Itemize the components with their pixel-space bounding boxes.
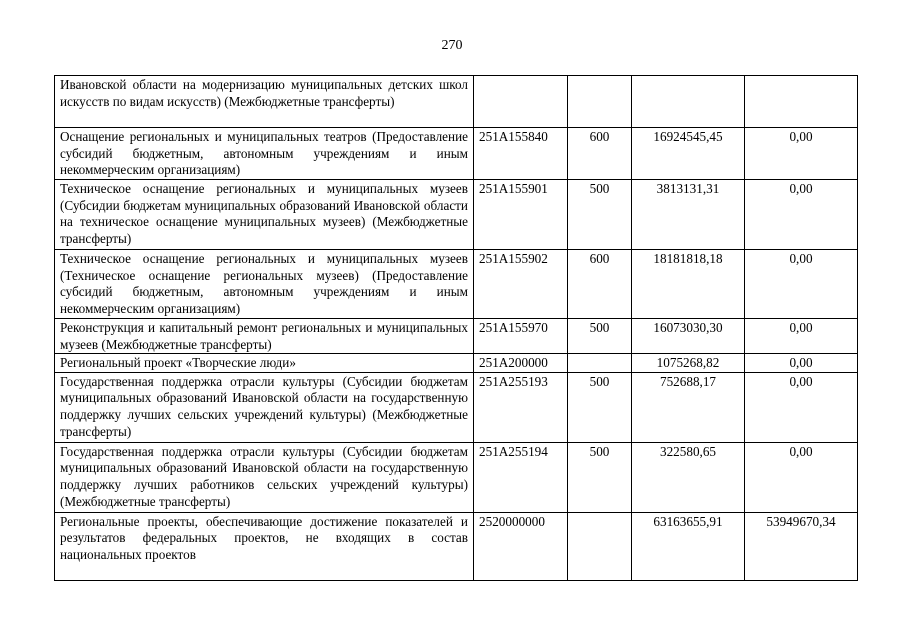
row-sum1-cell: 1075268,82 [632,354,745,373]
row-name-cell: Техническое оснащение региональных и муниципальных музеев (Субсидии бюджетам муниципальных образований Ивановской области на техническое оснащение муниципальных музеев) (Межбюджетные трансферты) [55,180,474,250]
row-sum2-cell: 53949670,34 [745,512,858,580]
page-number: 270 [441,38,463,53]
row-vr-cell [568,512,632,580]
table-row [55,442,858,512]
table-row [55,354,858,373]
table-row [55,180,858,250]
row-code-cell: 2520000000 [474,512,568,580]
row-code-cell [474,76,568,128]
row-vr-cell: 500 [568,372,632,442]
row-name-cell: Техническое оснащение региональных и муниципальных музеев (Техническое оснащение региональных музеев) (Предоставление субсидий бюджетным, автономным учреждениям и иным некоммерческим организациям) [55,250,474,319]
table-row [55,512,858,580]
row-vr-cell: 600 [568,128,632,180]
row-sum2-cell: 0,00 [745,250,858,319]
row-vr-cell: 500 [568,180,632,250]
row-name-cell: Ивановской области на модернизацию муниципальных детских школ искусств по видам искусств) (Межбюджетные трансферты) [55,76,474,128]
row-vr-cell [568,354,632,373]
row-vr-cell: 500 [568,319,632,354]
row-name-cell: Государственная поддержка отрасли культуры (Субсидии бюджетам муниципальных образований Ивановской области на государственную поддержку лучших работников сельских учреждений культуры) (Межбюджетные трансферты) [55,442,474,512]
row-sum1-cell: 63163655,91 [632,512,745,580]
table-row [55,128,858,180]
table-row [55,76,858,128]
row-sum2-cell: 0,00 [745,128,858,180]
row-sum1-cell: 322580,65 [632,442,745,512]
row-sum1-cell: 18181818,18 [632,250,745,319]
row-sum1-cell [632,76,745,128]
row-name-cell: Государственная поддержка отрасли культуры (Субсидии бюджетам муниципальных образований Ивановской области на государственную поддержку лучших сельских учреждений культуры) (Межбюджетные трансферты) [55,372,474,442]
row-name-cell: Реконструкция и капитальный ремонт региональных и муниципальных музеев (Межбюджетные трансферты) [55,319,474,354]
row-code-cell: 251А200000 [474,354,568,373]
row-code-cell: 251А155970 [474,319,568,354]
table-row [55,250,858,319]
row-code-cell: 251А255193 [474,372,568,442]
row-sum2-cell: 0,00 [745,354,858,373]
row-code-cell: 251А255194 [474,442,568,512]
row-vr-cell: 600 [568,250,632,319]
table-row [55,319,858,354]
row-sum2-cell: 0,00 [745,319,858,354]
row-sum2-cell: 0,00 [745,442,858,512]
row-sum2-cell: 0,00 [745,372,858,442]
row-code-cell: 251А155840 [474,128,568,180]
row-code-cell: 251А155901 [474,180,568,250]
row-code-cell: 251А155902 [474,250,568,319]
table-row [55,372,858,442]
row-name-cell: Оснащение региональных и муниципальных театров (Предоставление субсидий бюджетным, автономным учреждениям и иным некоммерческим организациям) [55,128,474,180]
row-sum1-cell: 16924545,45 [632,128,745,180]
row-sum1-cell: 752688,17 [632,372,745,442]
budget-table [54,75,858,581]
row-sum1-cell: 16073030,30 [632,319,745,354]
row-name-cell: Региональные проекты, обеспечивающие достижение показателей и результатов федеральных проектов, не входящих в состав национальных проектов [55,512,474,580]
row-vr-cell [568,76,632,128]
row-sum2-cell [745,76,858,128]
row-sum1-cell: 3813131,31 [632,180,745,250]
row-sum2-cell: 0,00 [745,180,858,250]
row-name-cell: Региональный проект «Творческие люди» [55,354,474,373]
row-vr-cell: 500 [568,442,632,512]
